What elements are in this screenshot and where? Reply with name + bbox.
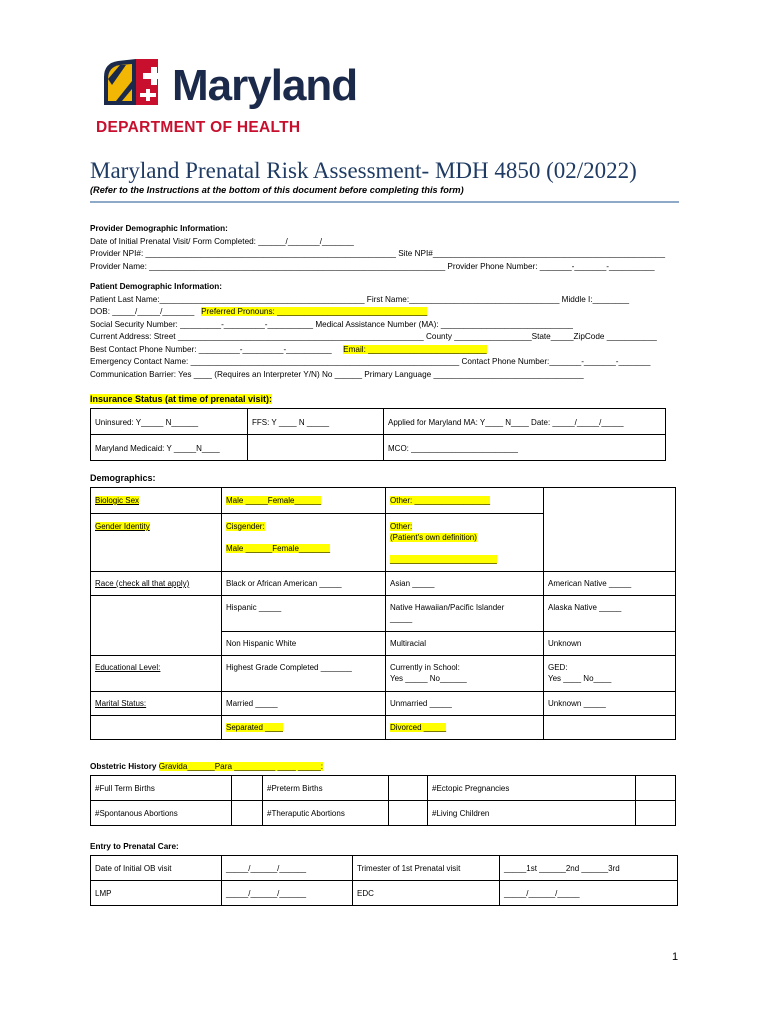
title-divider: [90, 201, 679, 203]
obstetric-heading-label: Obstetric History: [90, 762, 157, 771]
mco-cell[interactable]: MCO: ________________________: [384, 435, 666, 461]
insurance-empty-cell: [248, 435, 384, 461]
full-term-births-input[interactable]: [232, 776, 263, 801]
cisgender-options[interactable]: Male ______Female_______: [226, 544, 331, 553]
sex-options[interactable]: Male _____Female______: [226, 496, 322, 505]
trimester-label: Trimester of 1st Prenatal visit: [353, 856, 500, 881]
logo-department: DEPARTMENT OF HEALTH: [96, 119, 301, 136]
demographics-heading: Demographics:: [90, 473, 156, 483]
trimester-options[interactable]: _____1st ______2nd ______3rd: [500, 856, 678, 881]
obstetric-heading: [90, 762, 323, 771]
patient-phone[interactable]: Best Contact Phone Number: _________-_________-__________: [90, 344, 332, 354]
uninsured-cell[interactable]: Uninsured: Y_____ N______: [91, 409, 248, 435]
gender-identity-label-cell: [91, 514, 222, 572]
form-subtitle: (Refer to the Instructions at the bottom of this document before completing this form): [90, 185, 464, 195]
edc-date[interactable]: _____/______/_____: [500, 881, 678, 906]
race-nhpi-label: Native Hawaiian/Pacific Islander: [390, 603, 505, 612]
entry-heading: Entry to Prenatal Care:: [90, 842, 179, 851]
living-children-input[interactable]: [636, 801, 676, 826]
patient-dob-line[interactable]: [90, 306, 657, 319]
demographics-table: [90, 487, 676, 740]
currently-in-school-label: Currently in School:: [390, 663, 460, 672]
sex-other[interactable]: Other: _________________: [390, 496, 491, 505]
patient-ssn-line[interactable]: Social Security Number: _________-_________-__________ Medical Assistance Number (MA): _____________________________: [90, 319, 573, 329]
ged-cell[interactable]: [544, 656, 676, 692]
marital-label-cell: [91, 692, 222, 716]
race-non-hispanic-white-cell[interactable]: Non Hispanic White: [222, 632, 386, 656]
race-label-cell: [91, 572, 222, 596]
race-asian-cell[interactable]: Asian _____: [386, 572, 544, 596]
divorced-option[interactable]: Divorced _____: [390, 723, 447, 732]
full-term-births-label: #Full Term Births: [91, 776, 232, 801]
highest-grade-cell[interactable]: Highest Grade Completed _______: [222, 656, 386, 692]
sex-empty-cell: [544, 488, 676, 572]
sex-other-cell[interactable]: [386, 488, 544, 514]
therapeutic-abortions-label: #Theraputic Abortions: [263, 801, 389, 826]
cisgender-cell[interactable]: [222, 514, 386, 572]
patient-heading: Patient Demographic Information:: [90, 282, 222, 291]
provider-date-line[interactable]: Date of Initial Prenatal Visit/ Form Completed: ______/_______/_______: [90, 236, 354, 246]
form-title: Maryland Prenatal Risk Assessment- MDH 4850 (02/2022): [90, 158, 637, 183]
initial-ob-visit-label: Date of Initial OB visit: [91, 856, 222, 881]
cisgender-label: Cisgender:: [226, 522, 265, 531]
patient-address-line[interactable]: Current Address: Street ______________________________________________________ County _________________State_____ZipCode ___________: [90, 332, 657, 341]
ffs-cell[interactable]: FFS: Y ____ N _____: [248, 409, 384, 435]
ged-label: GED:: [548, 663, 568, 672]
provider-section: [90, 223, 665, 273]
lmp-label: LMP: [91, 881, 222, 906]
living-children-label: #Living Children: [428, 801, 636, 826]
ged-yn[interactable]: Yes ____ No____: [548, 674, 612, 683]
currently-in-school-cell[interactable]: [386, 656, 544, 692]
lmp-date[interactable]: _____/______/______: [222, 881, 353, 906]
race-american-native-cell[interactable]: American Native _____: [544, 572, 676, 596]
preterm-births-label: #Preterm Births: [263, 776, 389, 801]
marital-empty-cell-2: [544, 716, 676, 740]
race-nhpi-cell[interactable]: [386, 596, 544, 632]
preterm-births-input[interactable]: [389, 776, 428, 801]
applied-ma-cell[interactable]: Applied for Maryland MA: Y____ N____ Date: _____/_____/_____: [384, 409, 666, 435]
page-number: 1: [672, 951, 679, 963]
race-label: Race (check all that apply): [95, 579, 190, 588]
initial-ob-visit-date[interactable]: _____/______/______: [222, 856, 353, 881]
gravida-para-field[interactable]: Gravida______Para _________ ____ _____:: [158, 762, 324, 771]
race-alaska-native-cell[interactable]: Alaska Native _____: [544, 596, 676, 632]
biologic-sex-label: Biologic Sex: [95, 496, 140, 505]
currently-in-school-yn[interactable]: Yes _____ No______: [390, 674, 467, 683]
ectopic-pregnancies-label: #Ectopic Pregnancies: [428, 776, 636, 801]
gender-other-note: (Patient's own definition): [390, 533, 477, 542]
patient-name-line[interactable]: Patient Last Name:_____________________________________________ First Name:_________________________________ Middle I:________: [90, 294, 630, 304]
patient-section: [90, 281, 657, 381]
medicaid-cell[interactable]: Maryland Medicaid: Y _____N____: [91, 435, 248, 461]
preferred-pronouns-label[interactable]: Preferred Pronouns: _________________________________: [201, 307, 428, 316]
edc-label: EDC: [353, 881, 500, 906]
provider-npi-line[interactable]: Provider NPI#: _______________________________________________________ Site NPI#___________________________________________________: [90, 249, 666, 258]
patient-phone-line[interactable]: [90, 344, 657, 357]
gender-identity-label: Gender Identity: [95, 522, 150, 531]
communication-barrier-line[interactable]: Communication Barrier: Yes ____ (Requires an Interpreter Y/N) No ______ Primary Language _________________________________: [90, 369, 584, 379]
race-nhpi-blank[interactable]: _____: [390, 614, 413, 623]
provider-name-line[interactable]: Provider Name: _________________________________________________________________ Provider Phone Number: _______-_______-__________: [90, 261, 655, 271]
separated-option[interactable]: Separated ____: [226, 723, 283, 732]
race-empty-cell: [91, 596, 222, 656]
gender-other-cell[interactable]: [386, 514, 544, 572]
ectopic-pregnancies-input[interactable]: [636, 776, 676, 801]
insurance-heading: Insurance Status (at time of prenatal visit):: [90, 394, 273, 404]
logo: [96, 55, 386, 140]
race-multiracial-cell[interactable]: Multiracial: [386, 632, 544, 656]
divorced-cell[interactable]: [386, 716, 544, 740]
emergency-contact-line[interactable]: Emergency Contact Name: ___________________________________________________________ Contact Phone Number:_______-_______-_______: [90, 357, 651, 366]
provider-heading: Provider Demographic Information:: [90, 224, 228, 233]
entry-table: [90, 855, 678, 906]
gender-other-blank[interactable]: ________________________: [390, 555, 497, 564]
gender-other-label: Other:: [390, 522, 413, 531]
patient-dob[interactable]: DOB: _____/_____/_______: [90, 307, 195, 316]
spontaneous-abortions-label: #Spontanous Abortions: [91, 801, 232, 826]
email-label[interactable]: Email: __________________________: [343, 344, 487, 354]
education-label-cell: [91, 656, 222, 692]
education-label: Educational Level:: [95, 663, 161, 672]
spontaneous-abortions-input[interactable]: [232, 801, 263, 826]
race-hispanic-cell[interactable]: Hispanic _____: [222, 596, 386, 632]
insurance-table: [90, 408, 666, 461]
race-unknown-cell[interactable]: Unknown: [544, 632, 676, 656]
marital-unknown-cell[interactable]: Unknown _____: [544, 692, 676, 716]
marital-empty-cell: [91, 716, 222, 740]
separated-cell[interactable]: [222, 716, 386, 740]
therapeutic-abortions-input[interactable]: [389, 801, 428, 826]
obstetric-table: [90, 775, 676, 826]
sex-options-cell[interactable]: [222, 488, 386, 514]
maryland-flag-icon: [96, 55, 174, 109]
race-black-cell[interactable]: Black or African American _____: [222, 572, 386, 596]
unmarried-cell[interactable]: Unmarried _____: [386, 692, 544, 716]
logo-wordmark: Maryland: [172, 61, 358, 110]
biologic-sex-label-cell: [91, 488, 222, 514]
marital-label: Marital Status:: [95, 699, 147, 708]
married-cell[interactable]: Married _____: [222, 692, 386, 716]
